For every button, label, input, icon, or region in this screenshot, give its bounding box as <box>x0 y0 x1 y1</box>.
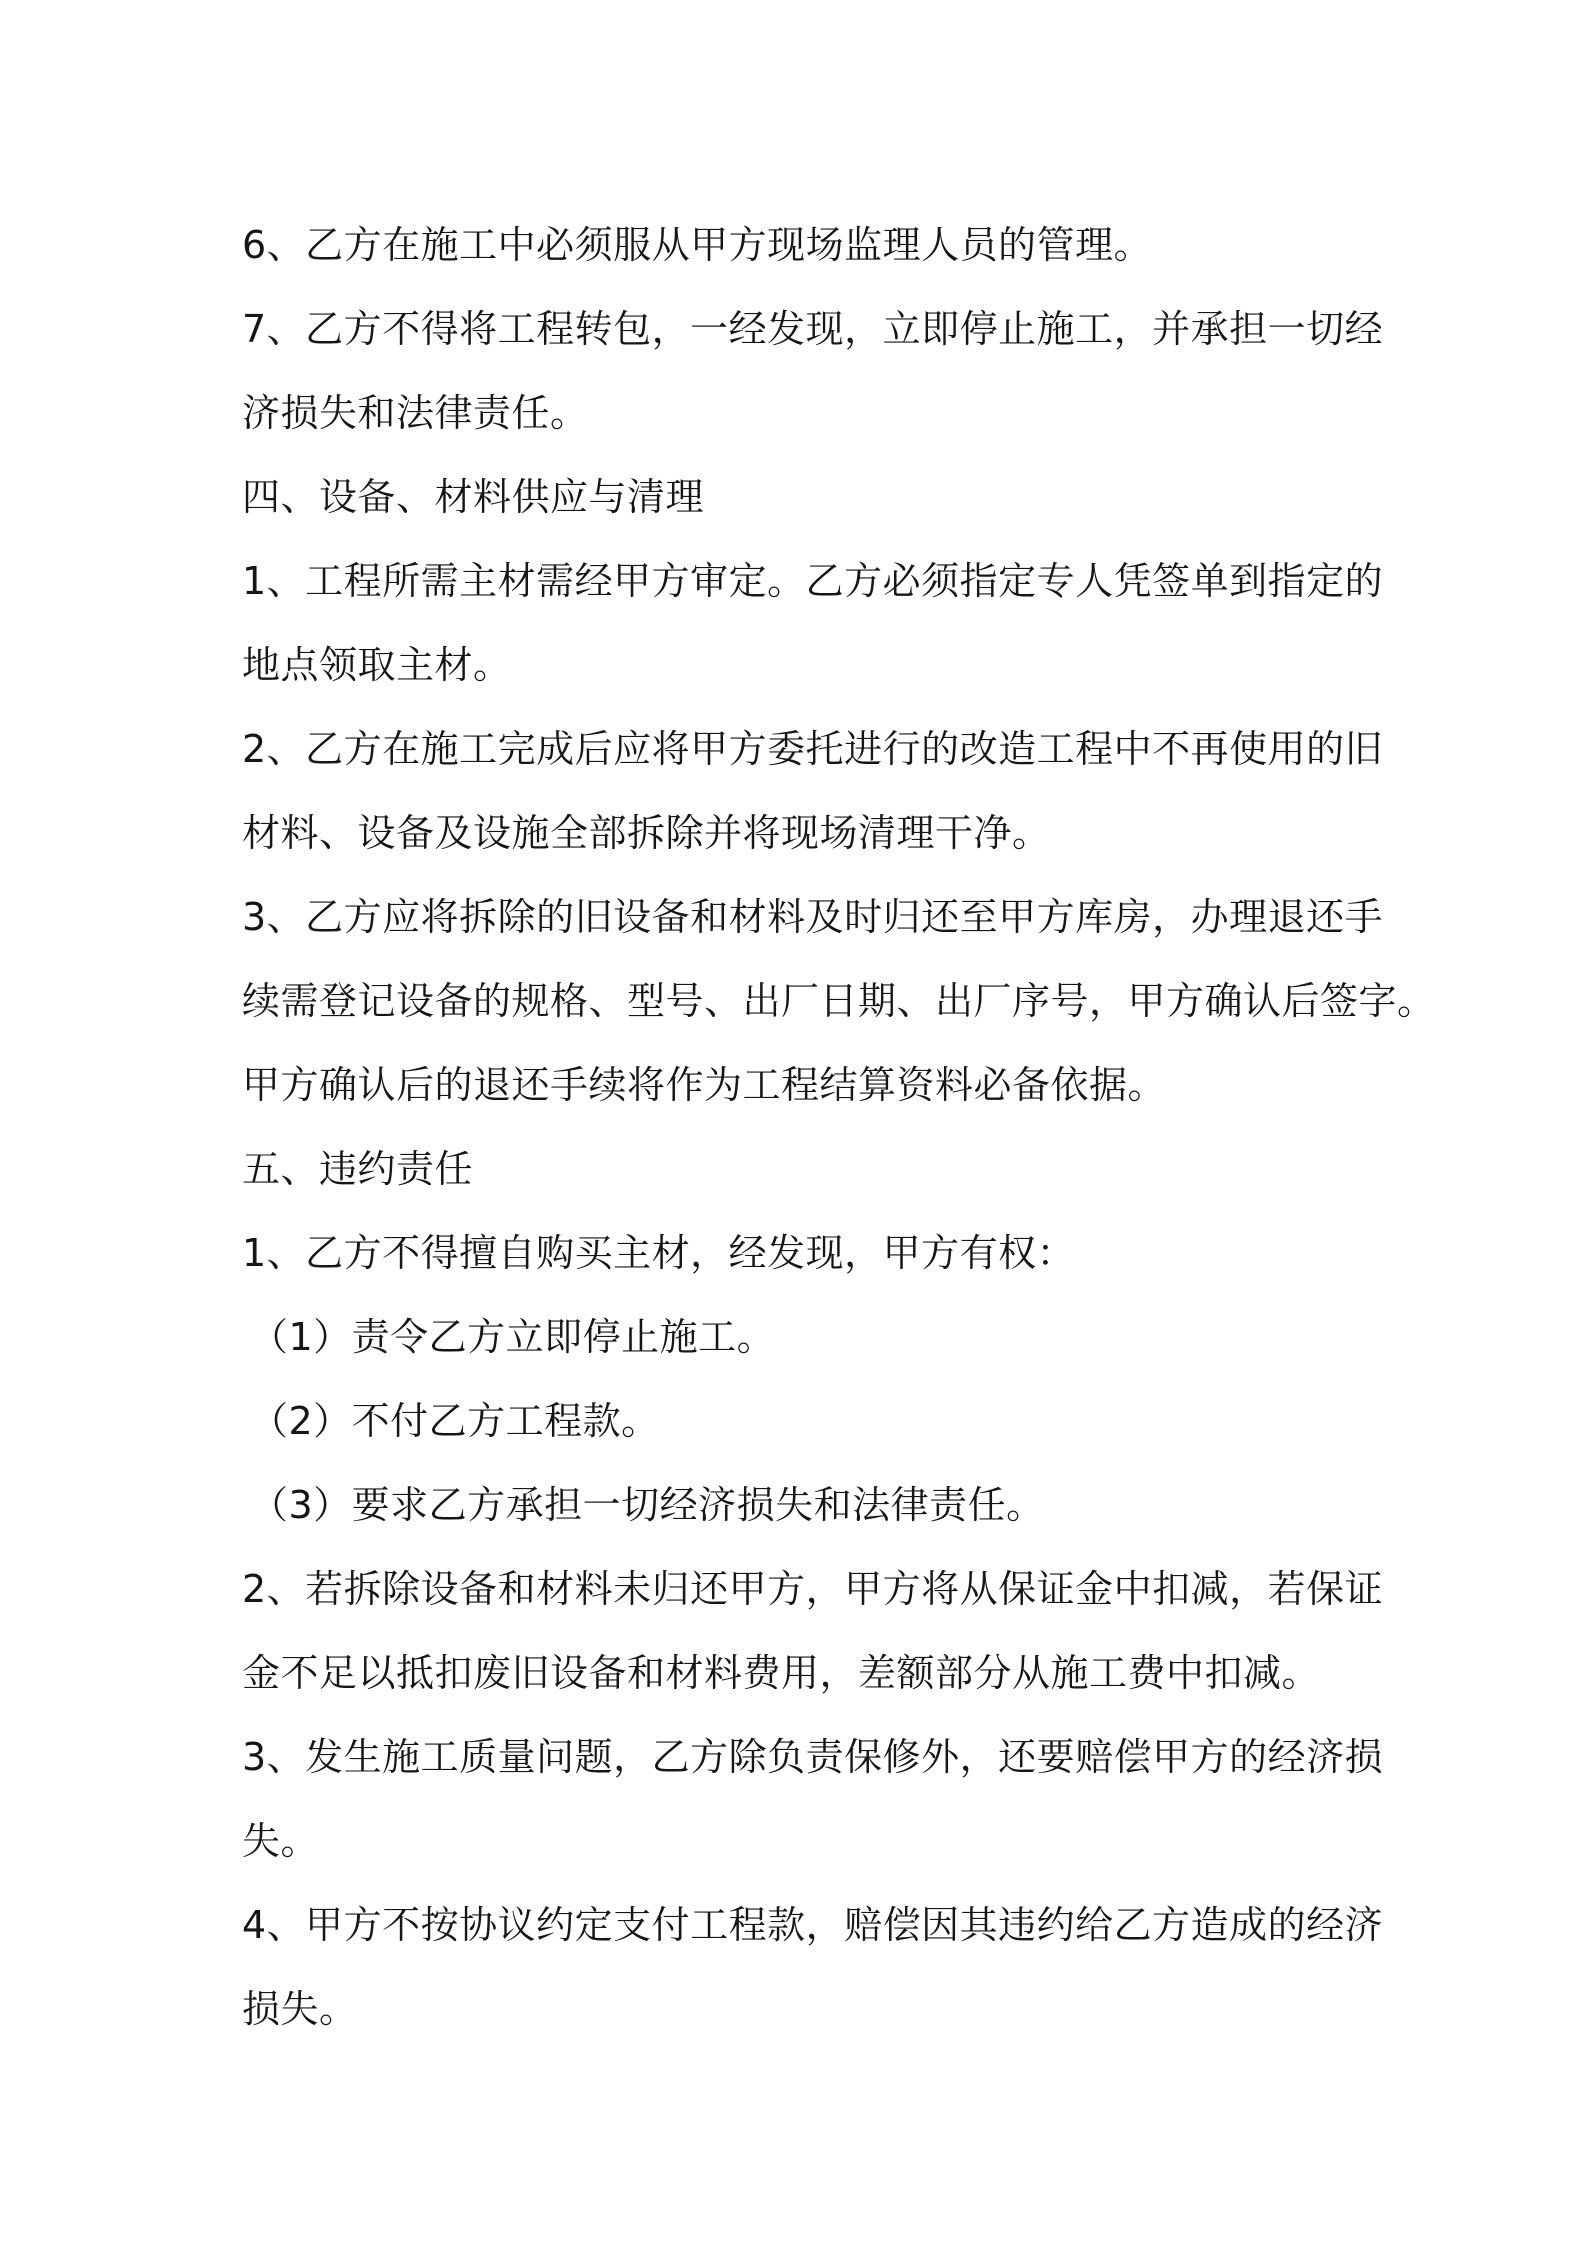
clause-4-3-line-2: 续需登记设备的规格、型号、出厂日期、出厂序号，甲方确认后签字。 <box>242 979 1436 1023</box>
contract-text <box>242 203 1436 2051</box>
clause-4-3-line-1: 3、乙方应将拆除的旧设备和材料及时归还至甲方库房，办理退还手 <box>242 895 1384 939</box>
section-heading-4: 四、设备、材料供应与清理 <box>242 475 705 519</box>
clause-4-1-line-2: 地点领取主材。 <box>242 643 512 687</box>
clause-5-1-item-1: （1）责令乙方立即停止施工。 <box>250 1315 776 1359</box>
clause-5-1-line-1: 1、乙方不得擅自购买主材，经发现，甲方有权： <box>242 1231 1076 1275</box>
clause-4-2-line-2: 材料、设备及设施全部拆除并将现场清理干净。 <box>242 811 1051 855</box>
clause-5-4-line-1: 4、甲方不按协议约定支付工程款，赔偿因其违约给乙方造成的经济 <box>242 1903 1384 1947</box>
clause-3-6-line-1: 6、乙方在施工中必须服从甲方现场监理人员的管理。 <box>242 223 1153 267</box>
clause-5-2-line-1: 2、若拆除设备和材料未归还甲方，甲方将从保证金中扣减，若保证 <box>242 1567 1384 1611</box>
clause-5-1-item-3: （3）要求乙方承担一切经济损失和法律责任。 <box>250 1483 1045 1527</box>
clause-5-1-item-2: （2）不付乙方工程款。 <box>250 1399 660 1443</box>
clause-4-1-line-1: 1、工程所需主材需经甲方审定。乙方必须指定专人凭签单到指定的 <box>242 559 1384 603</box>
clause-5-4-line-2: 损失。 <box>242 1987 358 2031</box>
clause-5-3-line-2: 失。 <box>242 1819 320 1863</box>
clause-4-2-line-1: 2、乙方在施工完成后应将甲方委托进行的改造工程中不再使用的旧 <box>242 727 1384 771</box>
clause-3-7-line-1: 7、乙方不得将工程转包，一经发现，立即停止施工，并承担一切经 <box>242 307 1384 351</box>
clause-4-3-line-3: 甲方确认后的退还手续将作为工程结算资料必备依据。 <box>242 1063 1167 1107</box>
clause-5-3-line-1: 3、发生施工质量问题，乙方除负责保修外，还要赔偿甲方的经济损 <box>242 1735 1384 1779</box>
clause-5-2-line-2: 金不足以抵扣废旧设备和材料费用，差额部分从施工费中扣减。 <box>242 1651 1321 1695</box>
section-heading-5: 五、违约责任 <box>242 1147 474 1191</box>
clause-3-7-line-2: 济损失和法律责任。 <box>242 391 589 435</box>
